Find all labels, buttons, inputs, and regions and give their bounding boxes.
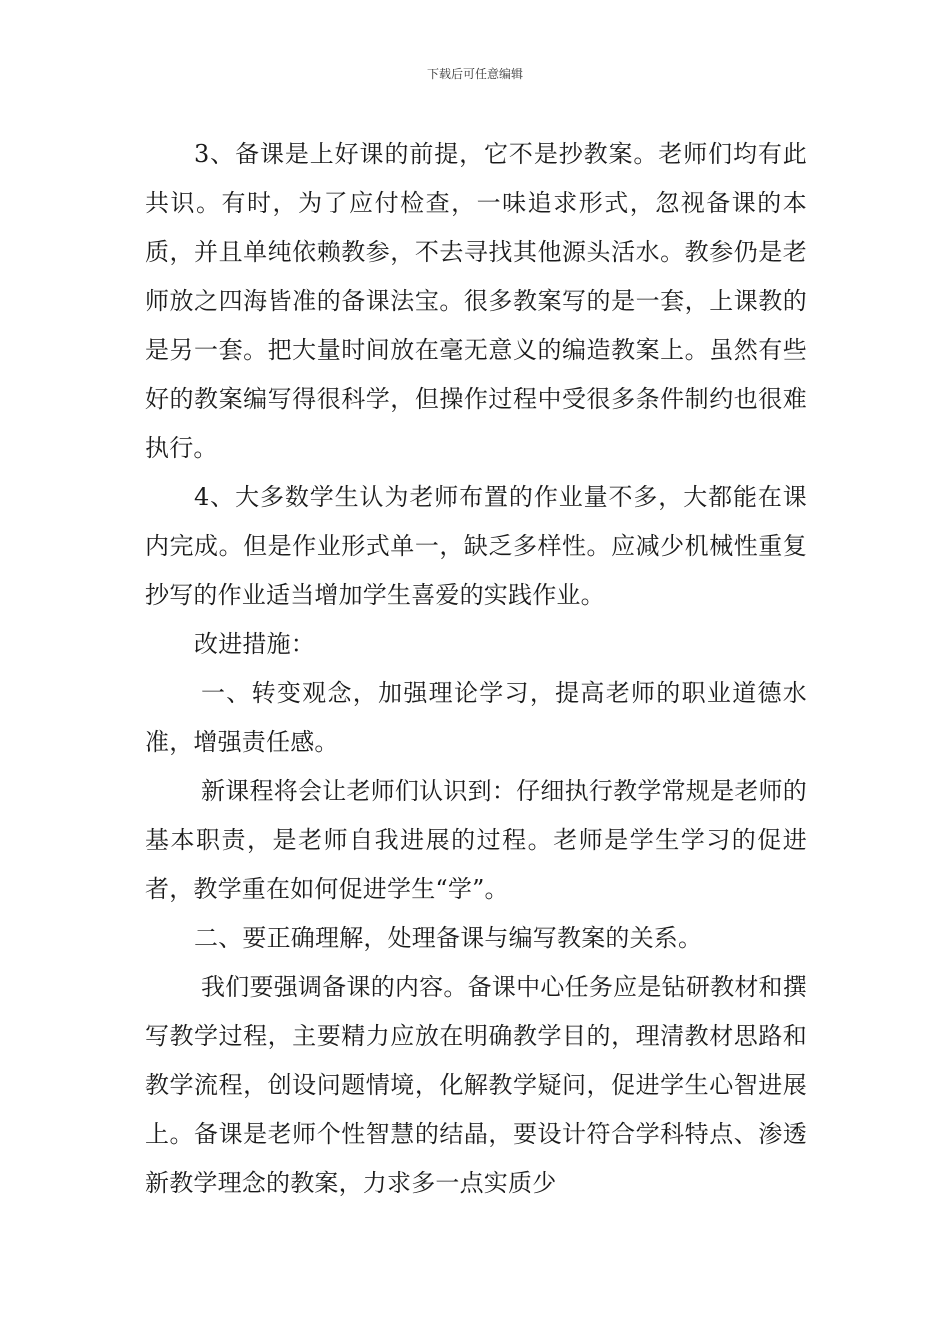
paragraph-measure-two-heading: 二、要正确理解，处理备课与编写教案的关系。 bbox=[194, 924, 703, 952]
paragraph-improvement-heading: 改进措施： bbox=[194, 630, 315, 658]
paragraph-measure-one-heading: 一、转变观念，加强理论学习，提高老师的职业道德水准，增强责任感。 bbox=[145, 679, 807, 756]
document-body bbox=[145, 130, 807, 1208]
paragraph-lesson-prep-content: 我们要强调备课的内容。备课中心任务应是钻研教材和撰写教学过程，主要精力应放在明确教学目的，理清教材思路和教学流程，创设问题情境，化解教学疑问，促进学生心智进展上。备课是老师个性智慧的结晶，要设计符合学科特点、渗透新教学理念的教案，力求多一点实质少 bbox=[145, 973, 807, 1197]
paragraph-new-curriculum: 新课程将会让老师们认识到：仔细执行教学常规是老师的基本职责，是老师自我进展的过程。老师是学生学习的促进者，教学重在如何促进学生“学”。 bbox=[145, 777, 807, 903]
paragraph-homework-issue: 4、大多数学生认为老师布置的作业量不多，大都能在课内完成。但是作业形式单一，缺乏多样性。应减少机械性重复抄写的作业适当增加学生喜爱的实践作业。 bbox=[145, 483, 807, 609]
page-header-note: 下载后可任意编辑 bbox=[426, 67, 523, 81]
paragraph-lesson-prep-issue: 3、备课是上好课的前提，它不是抄教案。老师们均有此共识。有时，为了应付检查，一味追求形式，忽视备课的本质，并且单纯依赖教参，不去寻找其他源头活水。教参仍是老师放之四海皆准的备课法宝。很多教案写的是一套，上课教的是另一套。把大量时间放在毫无意义的编造教案上。虽然有些好的教案编写得很科学，但操作过程中受很多条件制约也很难执行。 bbox=[145, 140, 807, 462]
